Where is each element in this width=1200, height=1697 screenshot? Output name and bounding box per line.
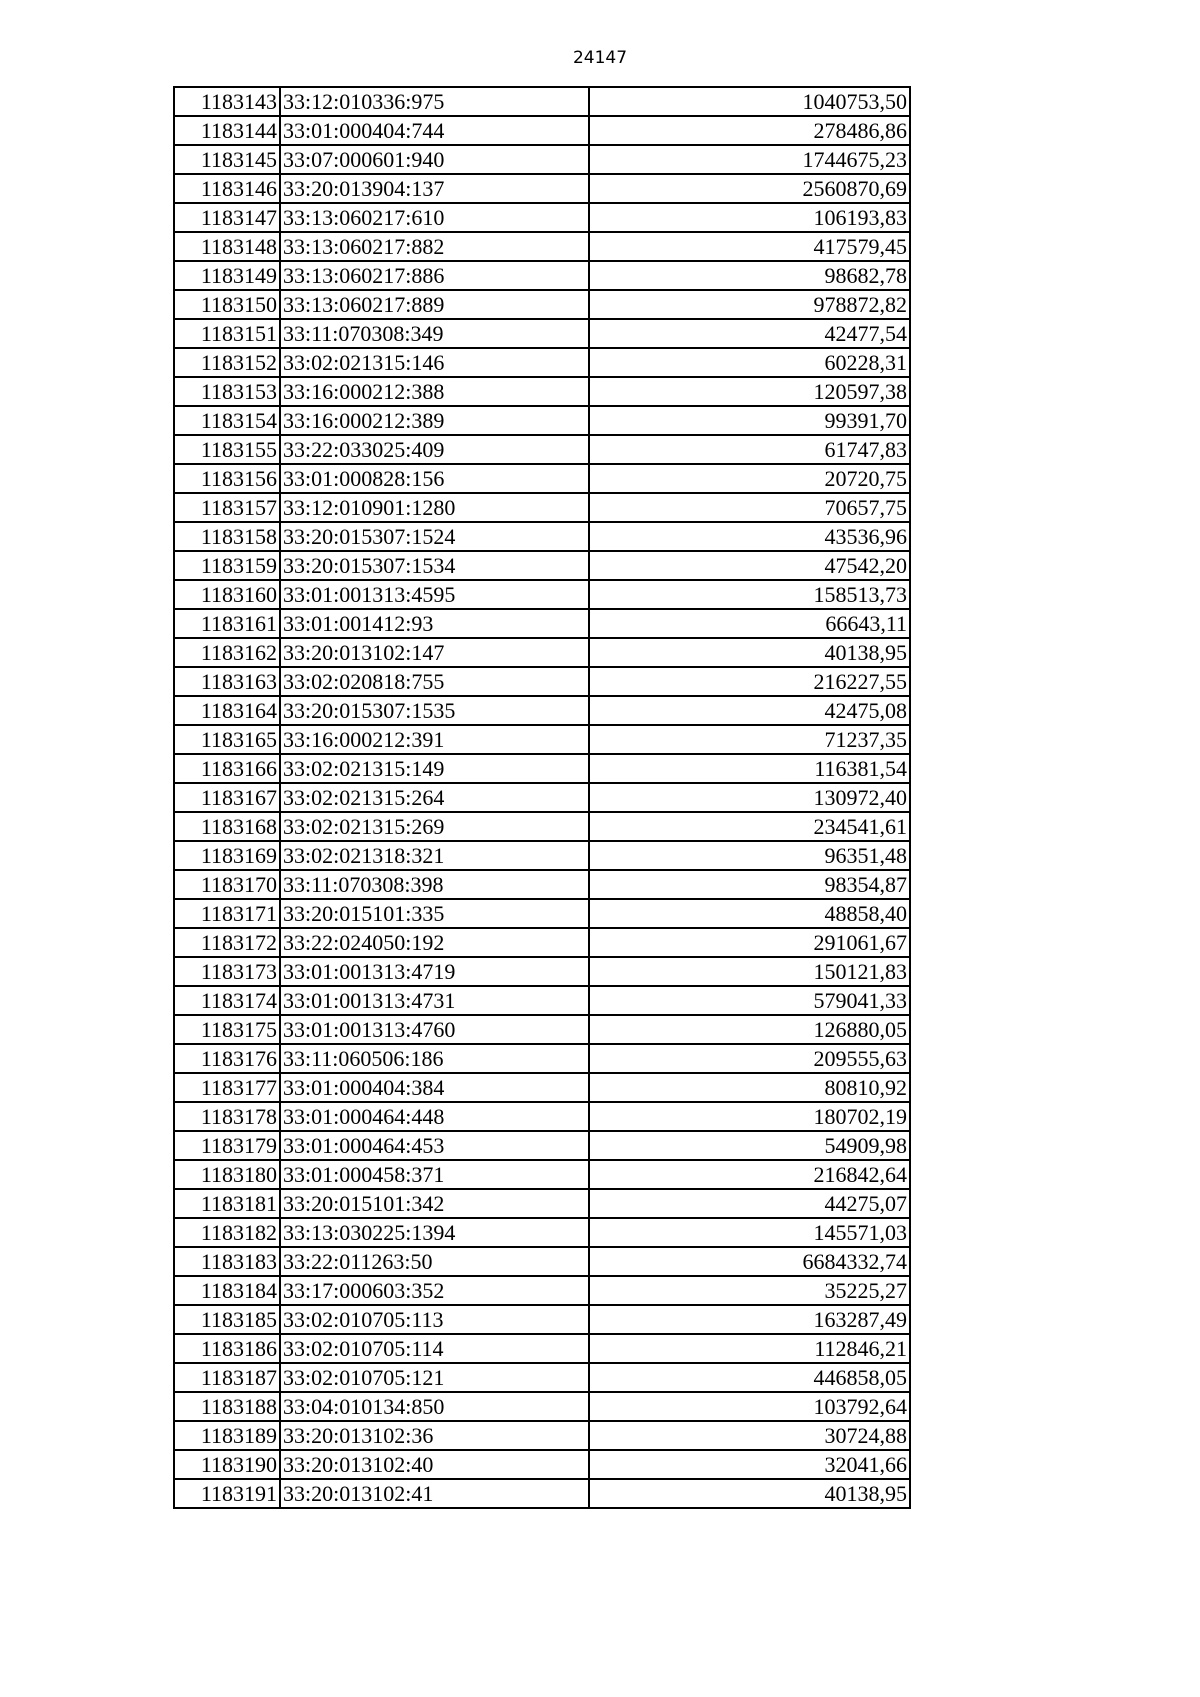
row-id-cell: 1183172	[174, 928, 280, 957]
row-id-cell: 1183187	[174, 1363, 280, 1392]
cadastral-number-cell: 33:02:020818:755	[280, 667, 589, 696]
cadastral-number-cell: 33:13:060217:889	[280, 290, 589, 319]
row-id-cell: 1183186	[174, 1334, 280, 1363]
table-row	[174, 290, 910, 319]
cadastral-number-cell: 33:11:070308:349	[280, 319, 589, 348]
row-id-cell: 1183183	[174, 1247, 280, 1276]
cadastral-value-cell: 42477,54	[589, 319, 910, 348]
cadastral-number-cell: 33:11:060506:186	[280, 1044, 589, 1073]
cadastral-number-cell: 33:11:070308:398	[280, 870, 589, 899]
table-row	[174, 1247, 910, 1276]
table-row	[174, 725, 910, 754]
cadastral-value-cell: 234541,61	[589, 812, 910, 841]
row-id-cell: 1183168	[174, 812, 280, 841]
row-id-cell: 1183160	[174, 580, 280, 609]
cadastral-number-cell: 33:13:060217:886	[280, 261, 589, 290]
table-row	[174, 1421, 910, 1450]
cadastral-value-cell: 150121,83	[589, 957, 910, 986]
row-id-cell: 1183155	[174, 435, 280, 464]
cadastral-value-cell: 446858,05	[589, 1363, 910, 1392]
cadastral-value-cell: 30724,88	[589, 1421, 910, 1450]
cadastral-value-cell: 35225,27	[589, 1276, 910, 1305]
row-id-cell: 1183175	[174, 1015, 280, 1044]
cadastral-value-cell: 42475,08	[589, 696, 910, 725]
table-row	[174, 696, 910, 725]
table-row	[174, 1218, 910, 1247]
row-id-cell: 1183148	[174, 232, 280, 261]
table-row	[174, 638, 910, 667]
row-id-cell: 1183173	[174, 957, 280, 986]
cadastral-value-cell: 96351,48	[589, 841, 910, 870]
table-row	[174, 928, 910, 957]
cadastral-value-cell: 61747,83	[589, 435, 910, 464]
cadastral-value-cell: 216842,64	[589, 1160, 910, 1189]
cadastral-number-cell: 33:02:010705:121	[280, 1363, 589, 1392]
row-id-cell: 1183176	[174, 1044, 280, 1073]
table-row	[174, 203, 910, 232]
cadastral-value-cell: 98682,78	[589, 261, 910, 290]
row-id-cell: 1183144	[174, 116, 280, 145]
row-id-cell: 1183147	[174, 203, 280, 232]
cadastral-number-cell: 33:01:000458:371	[280, 1160, 589, 1189]
cadastral-value-cell: 47542,20	[589, 551, 910, 580]
table-row	[174, 1044, 910, 1073]
table-row	[174, 493, 910, 522]
cadastral-number-cell: 33:16:000212:389	[280, 406, 589, 435]
cadastral-number-cell: 33:13:060217:882	[280, 232, 589, 261]
cadastral-number-cell: 33:12:010901:1280	[280, 493, 589, 522]
cadastral-value-cell: 130972,40	[589, 783, 910, 812]
cadastral-value-cell: 1040753,50	[589, 87, 910, 116]
cadastral-value-cell: 417579,45	[589, 232, 910, 261]
row-id-cell: 1183163	[174, 667, 280, 696]
table-row	[174, 145, 910, 174]
table-row	[174, 1160, 910, 1189]
cadastral-number-cell: 33:02:021315:149	[280, 754, 589, 783]
table-row	[174, 435, 910, 464]
row-id-cell: 1183170	[174, 870, 280, 899]
table-row	[174, 1363, 910, 1392]
cadastral-number-cell: 33:12:010336:975	[280, 87, 589, 116]
cadastral-number-cell: 33:20:013904:137	[280, 174, 589, 203]
table-row	[174, 870, 910, 899]
table-row	[174, 1450, 910, 1479]
cadastral-number-cell: 33:22:033025:409	[280, 435, 589, 464]
cadastral-value-cell: 209555,63	[589, 1044, 910, 1073]
cadastral-number-cell: 33:07:000601:940	[280, 145, 589, 174]
table-row	[174, 609, 910, 638]
cadastral-number-cell: 33:01:000404:744	[280, 116, 589, 145]
table-row	[174, 551, 910, 580]
row-id-cell: 1183177	[174, 1073, 280, 1102]
cadastral-value-cell: 40138,95	[589, 1479, 910, 1508]
cadastral-number-cell: 33:02:021318:321	[280, 841, 589, 870]
cadastral-number-cell: 33:20:015101:335	[280, 899, 589, 928]
cadastral-number-cell: 33:16:000212:388	[280, 377, 589, 406]
table-row	[174, 1073, 910, 1102]
row-id-cell: 1183146	[174, 174, 280, 203]
table-row	[174, 1015, 910, 1044]
cadastral-number-cell: 33:20:013102:36	[280, 1421, 589, 1450]
table-row	[174, 1479, 910, 1508]
table-row	[174, 783, 910, 812]
cadastral-value-cell: 43536,96	[589, 522, 910, 551]
cadastral-number-cell: 33:02:021315:264	[280, 783, 589, 812]
cadastral-number-cell: 33:01:000464:448	[280, 1102, 589, 1131]
cadastral-value-cell: 54909,98	[589, 1131, 910, 1160]
row-id-cell: 1183162	[174, 638, 280, 667]
row-id-cell: 1183167	[174, 783, 280, 812]
table-row	[174, 1276, 910, 1305]
table-row	[174, 464, 910, 493]
cadastral-number-cell: 33:16:000212:391	[280, 725, 589, 754]
row-id-cell: 1183178	[174, 1102, 280, 1131]
table-row	[174, 319, 910, 348]
cadastral-value-cell: 278486,86	[589, 116, 910, 145]
row-id-cell: 1183180	[174, 1160, 280, 1189]
row-id-cell: 1183184	[174, 1276, 280, 1305]
table-row	[174, 667, 910, 696]
row-id-cell: 1183143	[174, 87, 280, 116]
cadastral-number-cell: 33:01:001313:4595	[280, 580, 589, 609]
row-id-cell: 1183156	[174, 464, 280, 493]
row-id-cell: 1183191	[174, 1479, 280, 1508]
row-id-cell: 1183174	[174, 986, 280, 1015]
cadastral-number-cell: 33:20:015307:1534	[280, 551, 589, 580]
cadastral-value-cell: 106193,83	[589, 203, 910, 232]
row-id-cell: 1183157	[174, 493, 280, 522]
cadastral-value-cell: 579041,33	[589, 986, 910, 1015]
cadastral-number-cell: 33:02:010705:114	[280, 1334, 589, 1363]
table-row	[174, 406, 910, 435]
table-row	[174, 841, 910, 870]
cadastral-number-cell: 33:13:030225:1394	[280, 1218, 589, 1247]
cadastral-number-cell: 33:01:001313:4760	[280, 1015, 589, 1044]
cadastral-value-cell: 163287,49	[589, 1305, 910, 1334]
row-id-cell: 1183188	[174, 1392, 280, 1421]
cadastral-value-cell: 32041,66	[589, 1450, 910, 1479]
cadastral-value-cell: 99391,70	[589, 406, 910, 435]
cadastral-number-cell: 33:17:000603:352	[280, 1276, 589, 1305]
table-row	[174, 1131, 910, 1160]
table-row	[174, 1334, 910, 1363]
cadastral-value-cell: 158513,73	[589, 580, 910, 609]
table-row	[174, 1392, 910, 1421]
table-row	[174, 1102, 910, 1131]
row-id-cell: 1183153	[174, 377, 280, 406]
page-number: 24147	[572, 48, 628, 68]
cadastral-value-cell: 1744675,23	[589, 145, 910, 174]
row-id-cell: 1183152	[174, 348, 280, 377]
row-id-cell: 1183150	[174, 290, 280, 319]
table-body	[174, 87, 910, 1508]
cadastral-number-cell: 33:20:013102:41	[280, 1479, 589, 1508]
cadastral-value-cell: 120597,38	[589, 377, 910, 406]
cadastral-number-cell: 33:20:013102:40	[280, 1450, 589, 1479]
table-row	[174, 957, 910, 986]
cadastral-number-cell: 33:01:000828:156	[280, 464, 589, 493]
cadastral-value-cell: 103792,64	[589, 1392, 910, 1421]
row-id-cell: 1183171	[174, 899, 280, 928]
cadastral-value-cell: 180702,19	[589, 1102, 910, 1131]
row-id-cell: 1183182	[174, 1218, 280, 1247]
table-row	[174, 232, 910, 261]
cadastral-number-cell: 33:20:015307:1524	[280, 522, 589, 551]
table-row	[174, 174, 910, 203]
cadastral-number-cell: 33:01:000404:384	[280, 1073, 589, 1102]
row-id-cell: 1183159	[174, 551, 280, 580]
row-id-cell: 1183165	[174, 725, 280, 754]
table-row	[174, 377, 910, 406]
table-row	[174, 580, 910, 609]
cadastral-number-cell: 33:02:010705:113	[280, 1305, 589, 1334]
row-id-cell: 1183179	[174, 1131, 280, 1160]
cadastral-number-cell: 33:22:024050:192	[280, 928, 589, 957]
table-row	[174, 116, 910, 145]
cadastral-value-cell: 80810,92	[589, 1073, 910, 1102]
cadastral-number-cell: 33:20:013102:147	[280, 638, 589, 667]
table-row	[174, 812, 910, 841]
cadastral-value-cell: 98354,87	[589, 870, 910, 899]
cadastral-number-cell: 33:01:001313:4731	[280, 986, 589, 1015]
cadastral-number-cell: 33:20:015101:342	[280, 1189, 589, 1218]
row-id-cell: 1183189	[174, 1421, 280, 1450]
cadastral-number-cell: 33:22:011263:50	[280, 1247, 589, 1276]
cadastral-number-cell: 33:01:001313:4719	[280, 957, 589, 986]
table-row	[174, 986, 910, 1015]
cadastral-number-cell: 33:02:021315:269	[280, 812, 589, 841]
cadastral-value-cell: 145571,03	[589, 1218, 910, 1247]
cadastral-value-cell: 2560870,69	[589, 174, 910, 203]
cadastral-number-cell: 33:01:001412:93	[280, 609, 589, 638]
row-id-cell: 1183161	[174, 609, 280, 638]
row-id-cell: 1183149	[174, 261, 280, 290]
cadastral-number-cell: 33:01:000464:453	[280, 1131, 589, 1160]
cadastral-value-table	[173, 86, 911, 1509]
cadastral-number-cell: 33:20:015307:1535	[280, 696, 589, 725]
cadastral-value-cell: 40138,95	[589, 638, 910, 667]
table-row	[174, 1189, 910, 1218]
cadastral-value-cell: 70657,75	[589, 493, 910, 522]
cadastral-number-cell: 33:02:021315:146	[280, 348, 589, 377]
cadastral-value-cell: 20720,75	[589, 464, 910, 493]
cadastral-number-cell: 33:04:010134:850	[280, 1392, 589, 1421]
table-row	[174, 87, 910, 116]
cadastral-value-cell: 66643,11	[589, 609, 910, 638]
cadastral-value-cell: 44275,07	[589, 1189, 910, 1218]
cadastral-value-cell: 116381,54	[589, 754, 910, 783]
cadastral-value-cell: 126880,05	[589, 1015, 910, 1044]
row-id-cell: 1183185	[174, 1305, 280, 1334]
row-id-cell: 1183154	[174, 406, 280, 435]
cadastral-value-cell: 6684332,74	[589, 1247, 910, 1276]
cadastral-value-cell: 291061,67	[589, 928, 910, 957]
table-row	[174, 1305, 910, 1334]
table-row	[174, 261, 910, 290]
row-id-cell: 1183190	[174, 1450, 280, 1479]
row-id-cell: 1183166	[174, 754, 280, 783]
row-id-cell: 1183164	[174, 696, 280, 725]
cadastral-value-cell: 216227,55	[589, 667, 910, 696]
table-row	[174, 522, 910, 551]
table-row	[174, 899, 910, 928]
row-id-cell: 1183158	[174, 522, 280, 551]
cadastral-value-cell: 112846,21	[589, 1334, 910, 1363]
row-id-cell: 1183145	[174, 145, 280, 174]
cadastral-value-cell: 48858,40	[589, 899, 910, 928]
row-id-cell: 1183169	[174, 841, 280, 870]
row-id-cell: 1183181	[174, 1189, 280, 1218]
table-row	[174, 754, 910, 783]
cadastral-value-cell: 71237,35	[589, 725, 910, 754]
cadastral-value-cell: 60228,31	[589, 348, 910, 377]
cadastral-value-cell: 978872,82	[589, 290, 910, 319]
cadastral-number-cell: 33:13:060217:610	[280, 203, 589, 232]
table-row	[174, 348, 910, 377]
row-id-cell: 1183151	[174, 319, 280, 348]
